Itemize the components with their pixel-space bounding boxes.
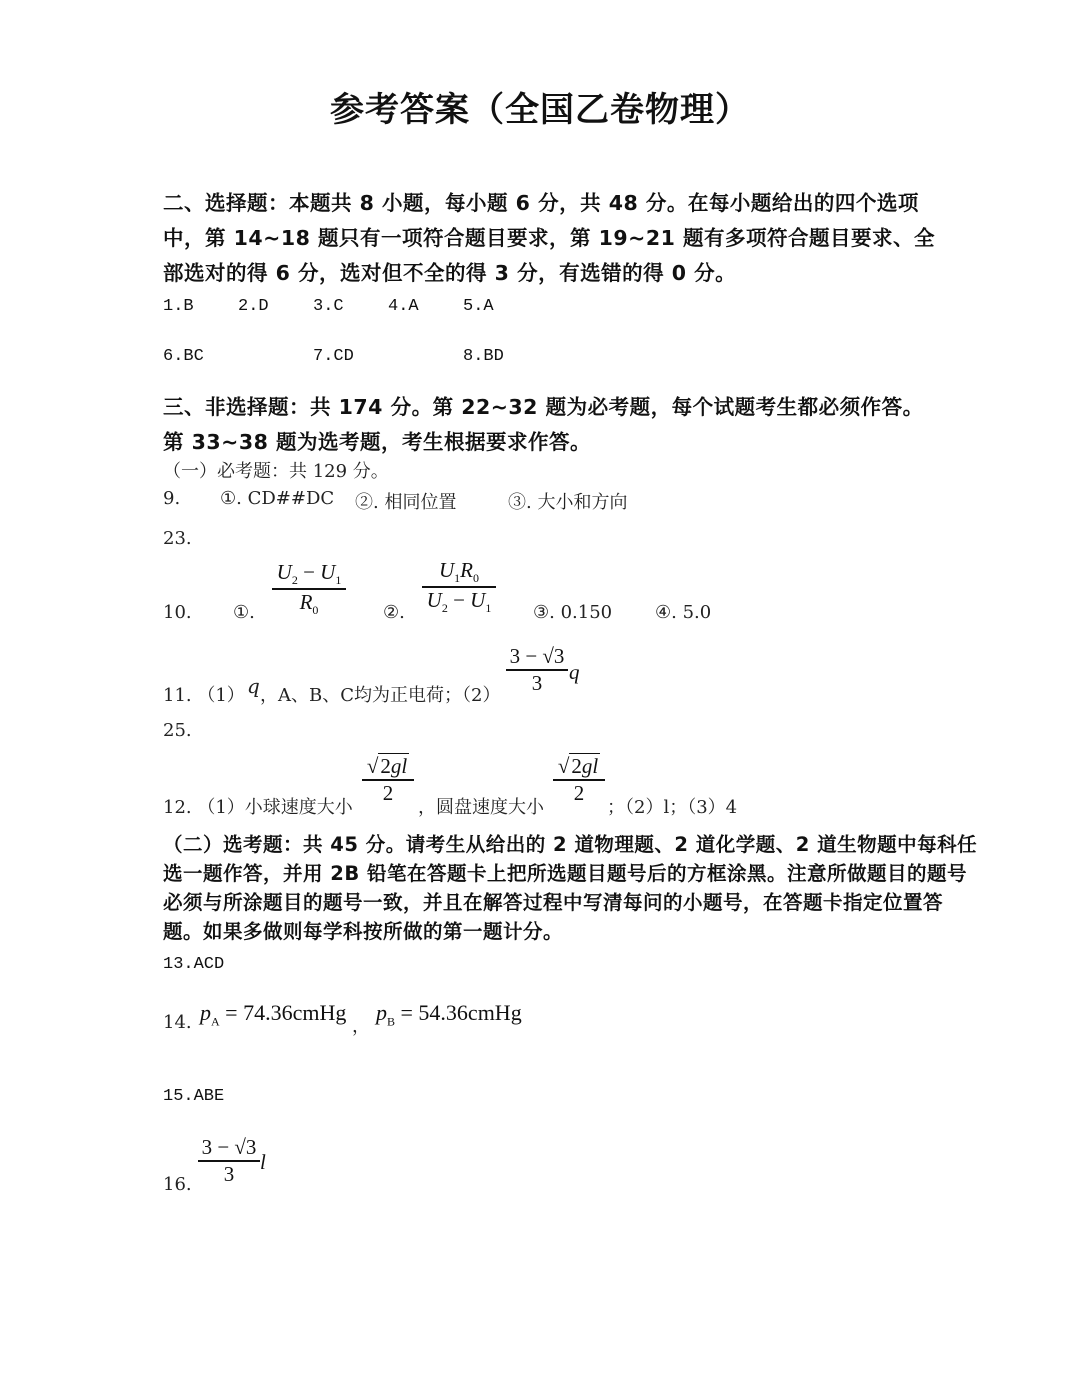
q14-number: 14. xyxy=(163,1012,192,1033)
optional-line4: 题。如果多做则每学科按所做的第一题计分。 xyxy=(163,920,564,943)
q9-answer-3: ③. 大小和方向 xyxy=(508,492,628,513)
section2-line2: 中，第 14~18 题只有一项符合题目要求，第 19~21 题有多项符合题目要求、全 xyxy=(163,226,936,250)
q11-q: q xyxy=(247,674,260,698)
q12-fraction-1: √2gl 2 xyxy=(362,754,414,806)
section3-line2: 第 33~38 题为选考题，考生根据要求作答。 xyxy=(163,430,592,454)
q10-answer-4: ④. 5.0 xyxy=(655,602,712,623)
q9-answer-2: ②. 相同位置 xyxy=(355,492,457,513)
q11-fraction-den: 3 xyxy=(531,670,543,695)
q14-pb: $p_B$ = 54.36cmHg xyxy=(376,1000,522,1029)
answer-7: 7.CD xyxy=(313,347,354,366)
q12-fraction-1-den: 2 xyxy=(382,780,394,805)
q10-marker-2: ②. xyxy=(383,602,405,623)
q10-fraction-2: $U_1R_0$ $U_2 - U_1$ xyxy=(422,558,496,616)
optional-line1: （二）选考题：共 45 分。请考生从给出的 2 道物理题、2 道化学题、2 道生物题中每科任 xyxy=(163,833,978,856)
q9-number: 9. xyxy=(163,488,181,509)
q12-fraction-2: √2gl 2 xyxy=(553,754,605,806)
q14-pa: $p_A$ = 74.36cmHg xyxy=(200,1000,347,1029)
q16-fraction-den: 3 xyxy=(223,1161,235,1186)
q16-tail: l xyxy=(260,1150,266,1174)
q14-pb-value: = 54.36cmHg xyxy=(400,1000,522,1025)
q13-answer: 13.ACD xyxy=(163,955,225,974)
q12-text-1: 12. （1）小球速度大小 xyxy=(163,797,353,818)
optional-line3: 必须与所涂题目的题号一致，并且在解答过程中写清每问的小题号，在答题卡指定位置答 xyxy=(163,891,944,914)
q12-text-2: ，圆盘速度大小 xyxy=(418,797,544,818)
q10-answer-3: ③. 0.150 xyxy=(533,602,613,623)
q10-number: 10. xyxy=(163,602,192,623)
q16-number: 16. xyxy=(163,1174,192,1195)
answer-2: 2.D xyxy=(238,297,269,316)
q11-fraction-num: 3 − √3 xyxy=(509,644,565,668)
q11-number: 11. （1） xyxy=(163,685,245,706)
answer-3: 3.C xyxy=(313,297,344,316)
section2-line3: 部选对的得 6 分，选对但不全的得 3 分，有选错的得 0 分。 xyxy=(163,261,737,285)
q10-marker-1: ①. xyxy=(233,602,255,623)
q11-text: ，A、B、C均为正电荷；（2） xyxy=(260,685,501,706)
q12-text-3: ；（2）l；（3）4 xyxy=(607,797,738,818)
q12-fraction-2-den: 2 xyxy=(573,780,585,805)
q11-fraction xyxy=(506,644,568,696)
q15-answer: 15.ABE xyxy=(163,1087,225,1106)
page-title: 参考答案（全国乙卷物理） xyxy=(330,90,750,130)
q16-fraction-num: 3 − √3 xyxy=(201,1135,257,1159)
q23-number: 23. xyxy=(163,528,192,549)
section3-sub1: （一）必考题：共 129 分。 xyxy=(163,461,389,482)
optional-line2: 选一题作答，并用 2B 铅笔在答题卡上把所选题目题号后的方框涂黑。注意所做题目的题号 xyxy=(163,862,968,885)
q14-pa-value: = 74.36cmHg xyxy=(225,1000,347,1025)
answer-8: 8.BD xyxy=(463,347,504,366)
section2-line1: 二、选择题：本题共 8 小题，每小题 6 分，共 48 分。在每小题给出的四个选项 xyxy=(163,191,919,215)
q11-tail: q xyxy=(569,660,580,684)
q25-number: 25. xyxy=(163,720,192,741)
answer-4: 4.A xyxy=(388,297,419,316)
section3-line1: 三、非选择题：共 174 分。第 22~32 题为必考题，每个试题考生都必须作答。 xyxy=(163,395,924,419)
answer-6: 6.BC xyxy=(163,347,204,366)
q10-fraction-1: $U_2 - U_1$ $R_0$ xyxy=(272,560,346,618)
answer-5: 5.A xyxy=(463,297,494,316)
answer-1: 1.B xyxy=(163,297,194,316)
q9-answer-1: ①. CD##DC xyxy=(220,488,335,509)
q14-separator: ， xyxy=(352,1016,370,1037)
q16-fraction xyxy=(198,1135,260,1187)
